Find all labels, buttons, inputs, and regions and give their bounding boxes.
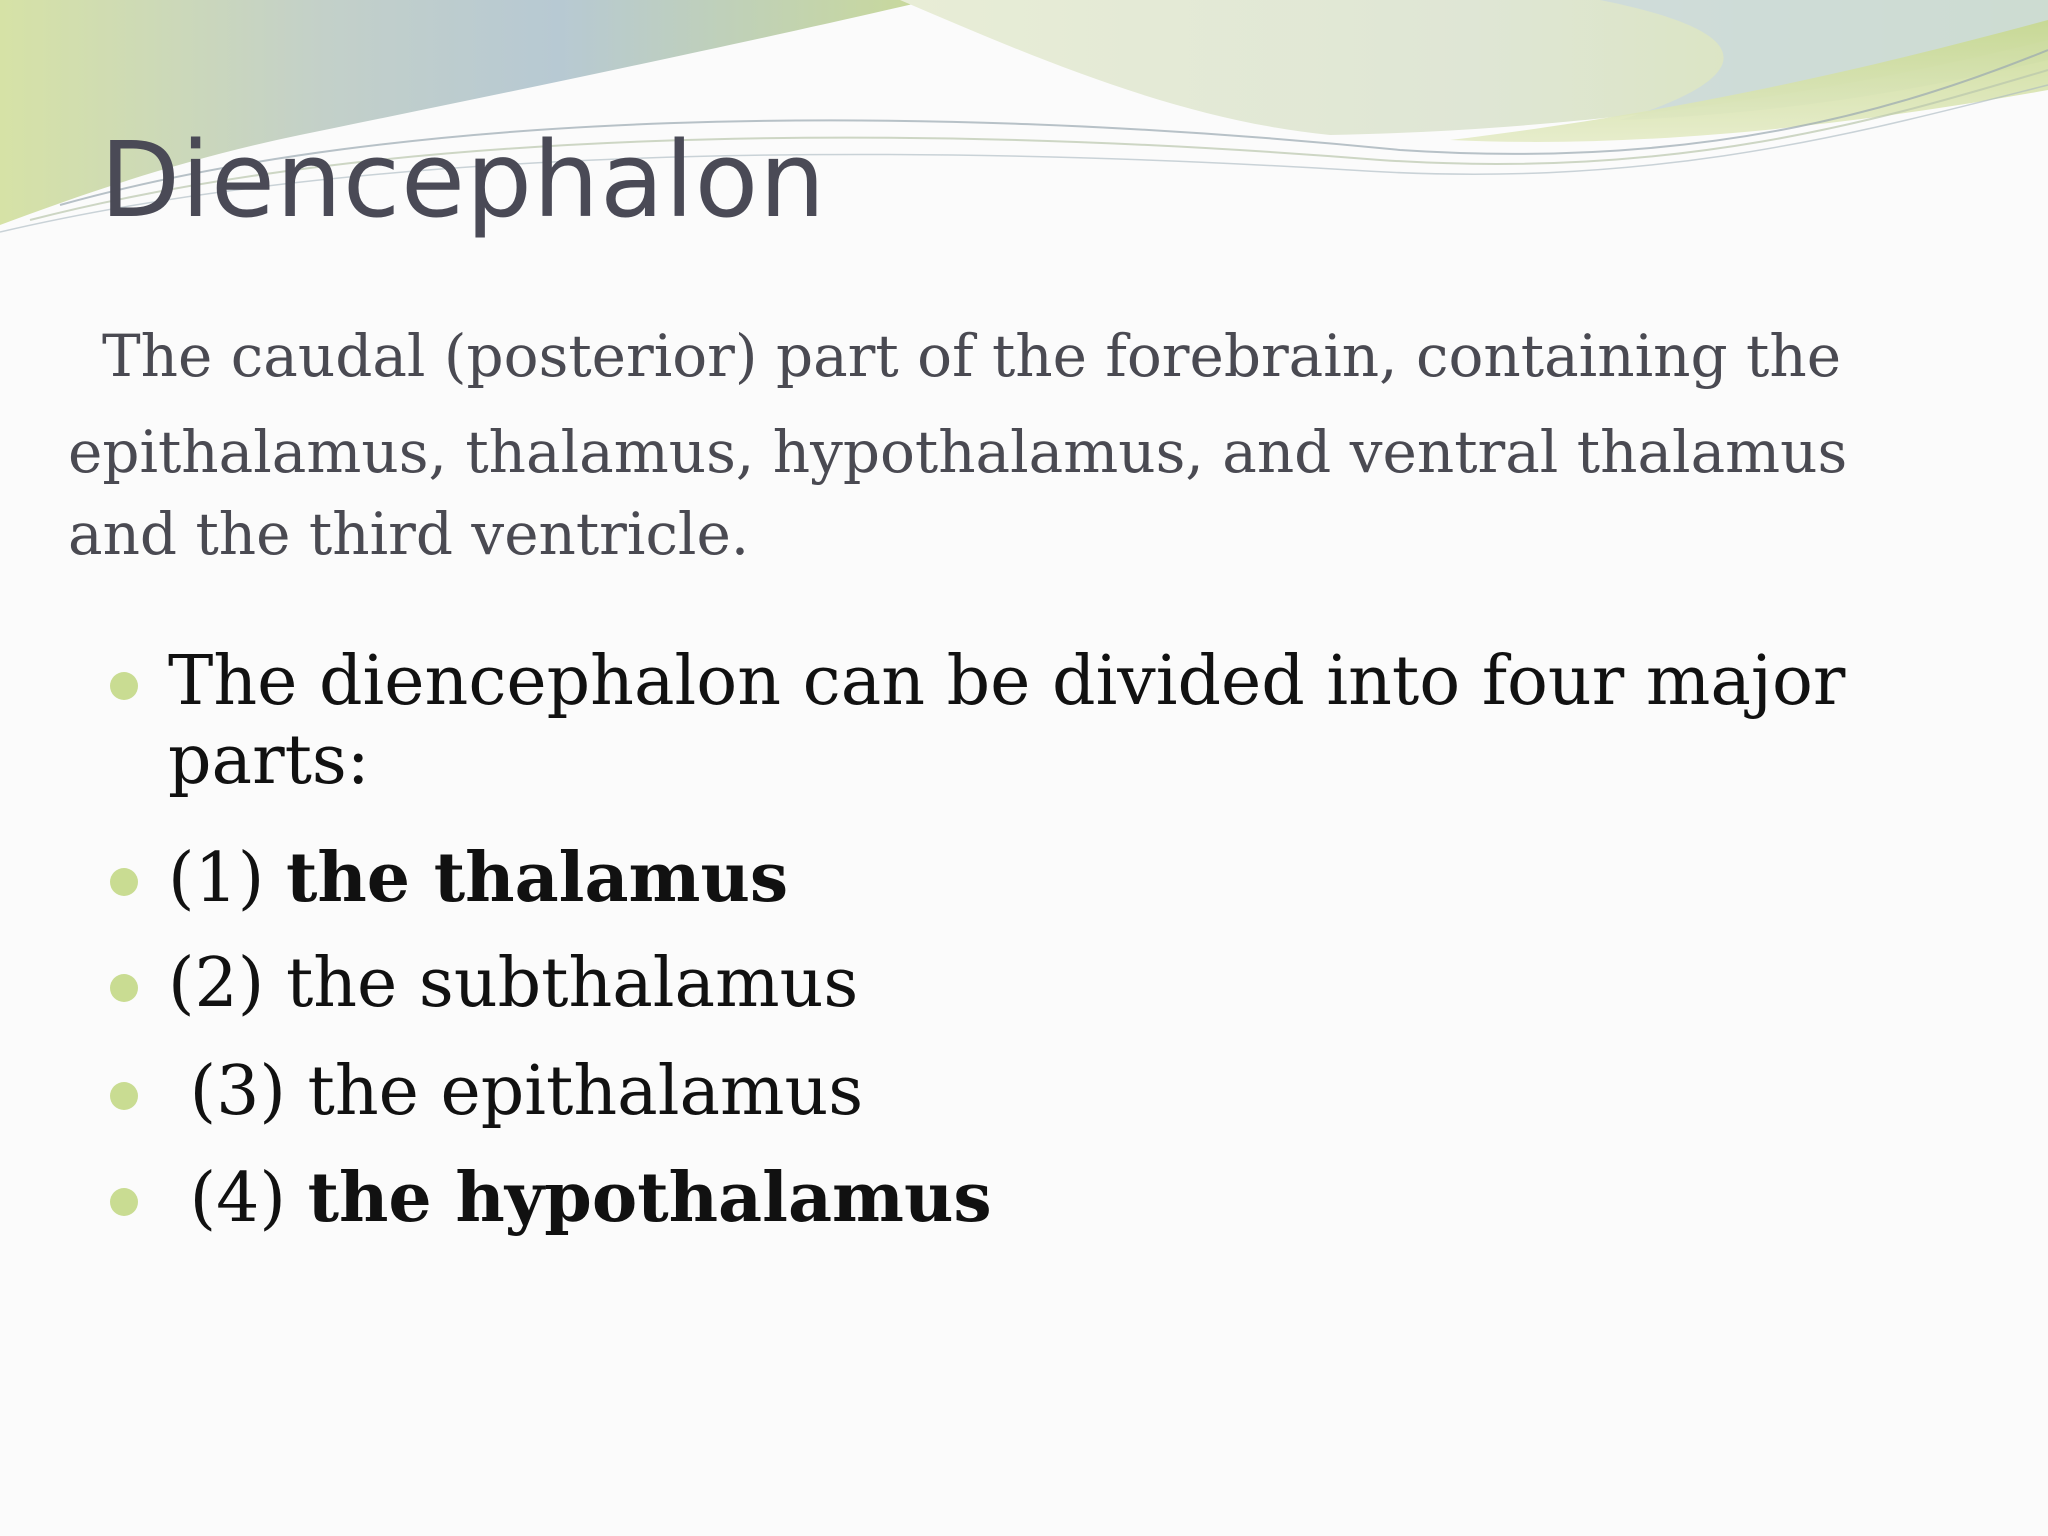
list-item-line: parts: xyxy=(168,721,370,800)
bullet-dot-icon xyxy=(110,1082,138,1110)
list-item-text xyxy=(168,642,1845,800)
list-item-text xyxy=(168,1052,863,1131)
list-item-text xyxy=(168,944,858,1023)
list-item-prefix: (3) the epithalamus xyxy=(168,1052,864,1131)
list-item-line: The diencephalon can be divided into four major xyxy=(168,642,1846,721)
bullet-dot-icon xyxy=(110,672,138,700)
list-item-text xyxy=(168,1158,992,1238)
intro-line-1: The caudal (posterior) part of the forebrain, containing the xyxy=(102,322,1842,390)
bullet-dot-icon xyxy=(110,974,138,1002)
intro-line-2: epithalamus, thalamus, hypothalamus, and ventral thalamus xyxy=(68,418,1848,486)
list-item-prefix: (1) xyxy=(168,839,286,918)
list-item-prefix: (4) xyxy=(168,1159,308,1238)
list-item-prefix: (2) the subthalamus xyxy=(168,944,859,1023)
intro-line-3: and the third ventricle. xyxy=(68,500,750,568)
list-item-emphasis: the thalamus xyxy=(285,838,789,918)
slide-title: Diencephalon xyxy=(100,119,827,241)
bullet-dot-icon xyxy=(110,1188,138,1216)
bullet-dot-icon xyxy=(110,868,138,896)
list-item-text xyxy=(168,838,788,918)
list-item-emphasis: the hypothalamus xyxy=(307,1158,992,1238)
